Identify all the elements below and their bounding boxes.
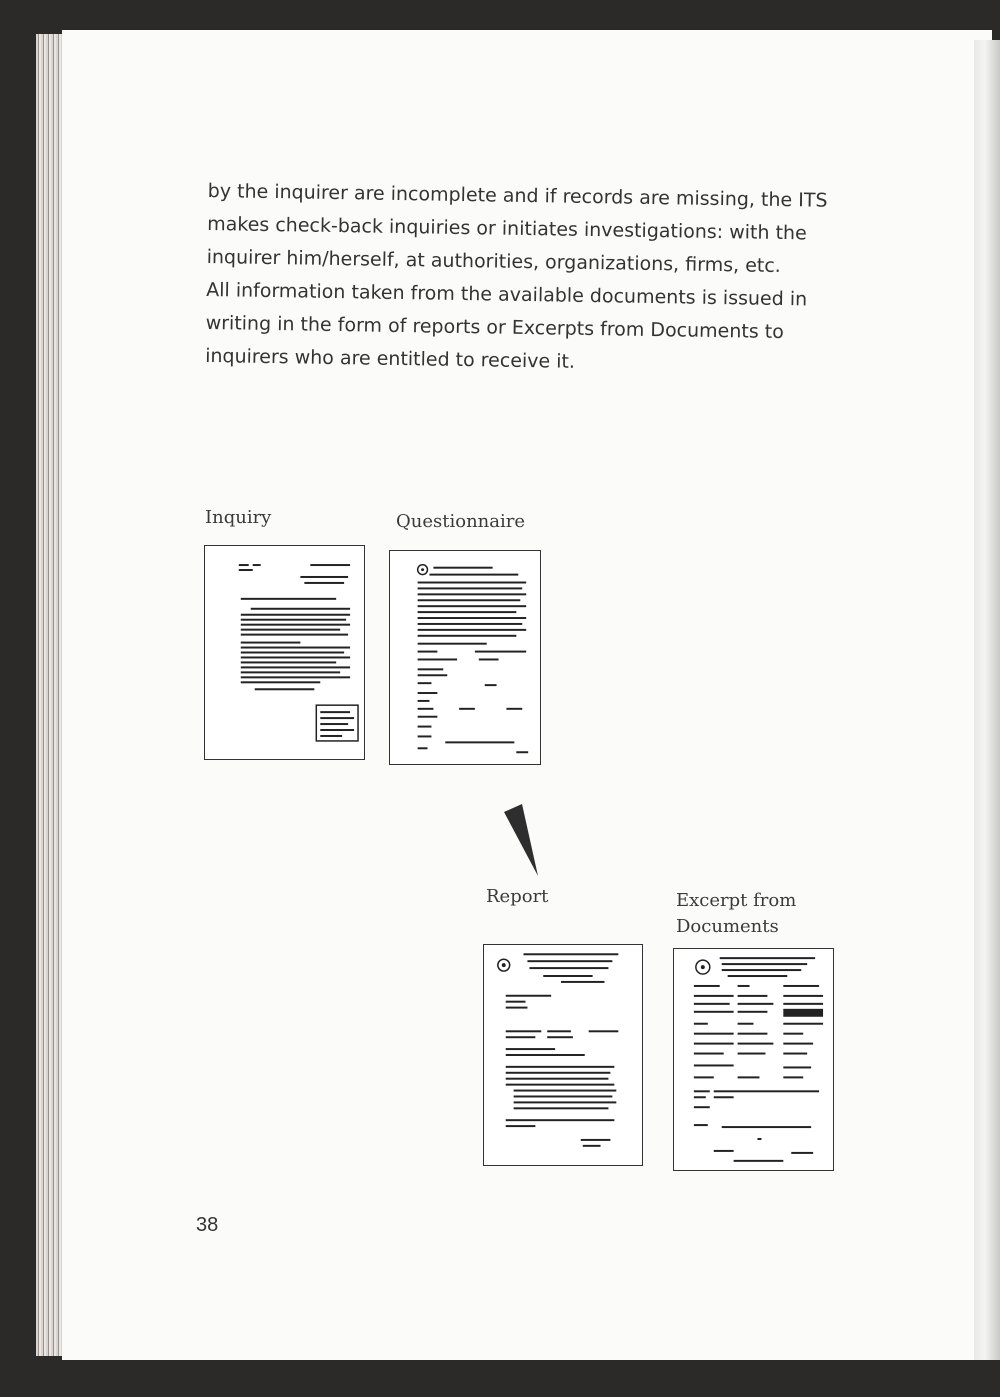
questionnaire-label: Questionnaire [396,511,525,532]
report-document-image [483,944,643,1166]
paragraph-2: All information taken from the available documents is issued in writing in the form of reports or Excerpts from Documents to inquirers who are entitled to receive it. [204,278,808,373]
inquiry-label: Inquiry [205,507,272,528]
excerpt-label [676,888,796,940]
facing-page-edge [974,40,1000,1360]
inquiry-document-image [204,545,365,760]
page-number: 38 [196,1214,219,1236]
arrow-icon [500,800,544,880]
excerpt-label-line-2: Documents [676,916,779,937]
excerpt-document-image [673,948,834,1171]
report-label: Report [486,886,549,907]
paragraph-1: by the inquirer are incomplete and if records are missing, the ITS makes check-back inquiries or initiates investigations: with the inquirer him/herself, at authorities, organizations, firms, etc. [206,179,828,278]
questionnaire-document-image [389,550,541,765]
excerpt-label-line-1: Excerpt from [676,890,797,911]
body-text [205,175,848,383]
